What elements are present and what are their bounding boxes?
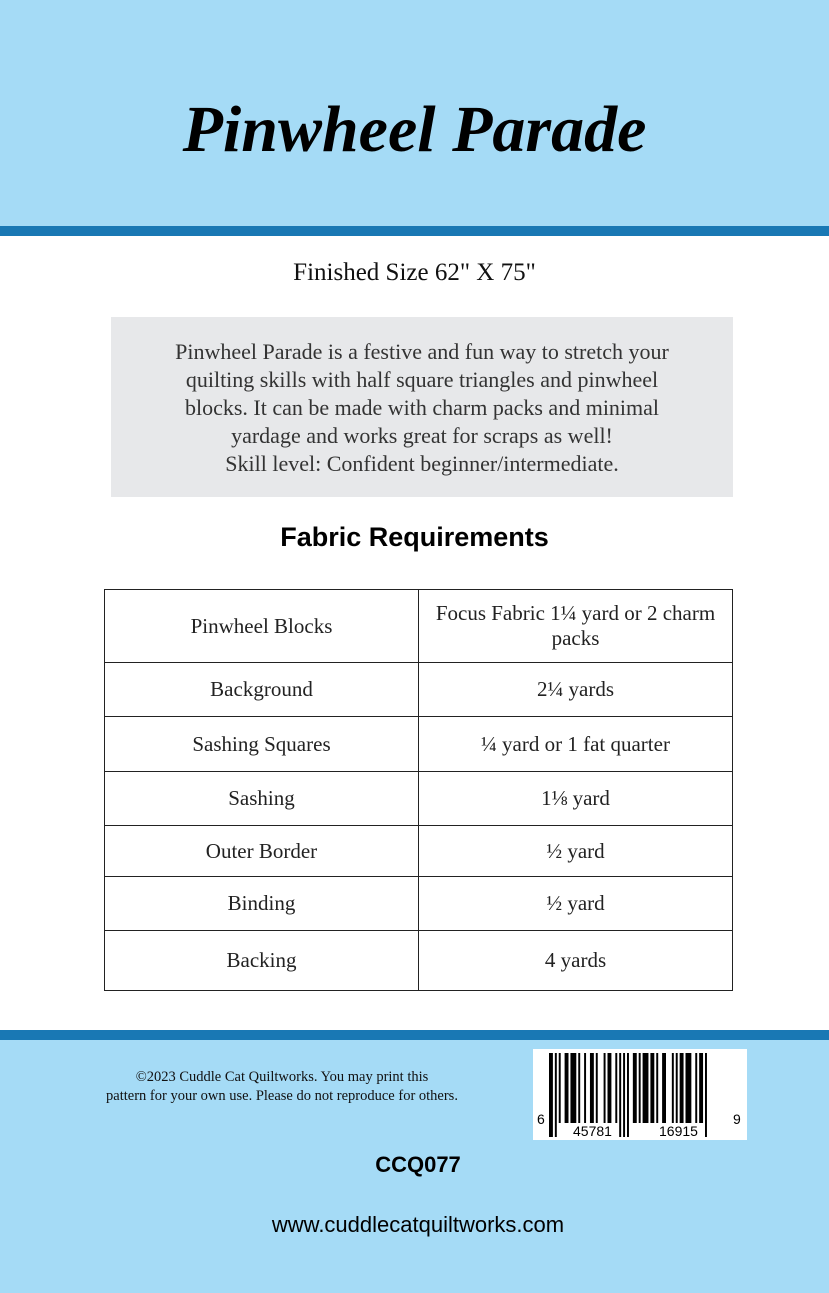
- description-line: quilting skills with half square triangles and pinwheel: [185, 367, 659, 392]
- barcode-bar: [686, 1053, 692, 1123]
- table-row: [105, 663, 733, 717]
- barcode-bar: [662, 1053, 666, 1123]
- fabric-amount-cell: ½ yard: [419, 826, 733, 877]
- barcode-bar: [578, 1053, 580, 1123]
- barcode-bar: [656, 1053, 658, 1123]
- fabric-item-cell: Outer Border: [105, 826, 419, 877]
- barcode-digit: 16915: [659, 1123, 698, 1139]
- fabric-requirements-table: [104, 589, 733, 991]
- description-text: [111, 338, 733, 478]
- fabric-amount-cell: 4 yards: [419, 931, 733, 991]
- barcode-bar: [615, 1053, 617, 1123]
- description-box: [111, 317, 733, 497]
- fabric-amount-cell: 2¼ yards: [419, 663, 733, 717]
- footer-divider-band: [0, 1030, 829, 1040]
- barcode-digit: 45781: [573, 1123, 612, 1139]
- fabric-requirements-heading: Fabric Requirements: [280, 522, 549, 552]
- barcode-bar: [555, 1053, 557, 1137]
- barcode-digit: 6: [537, 1111, 545, 1127]
- table-row: [105, 826, 733, 877]
- header-divider-band: [0, 226, 829, 236]
- barcode-digit: 9: [733, 1111, 741, 1127]
- barcode-bar: [676, 1053, 678, 1123]
- table-row: [105, 931, 733, 991]
- fabric-item-cell: Backing: [105, 931, 419, 991]
- barcode-bar: [623, 1053, 625, 1137]
- website-url: www.cuddlecatquiltworks.com: [271, 1212, 565, 1237]
- barcode-bar: [680, 1053, 684, 1123]
- fabric-amount-cell: ½ yard: [419, 877, 733, 931]
- barcode-bar: [639, 1053, 641, 1123]
- fabric-amount-cell: 1⅛ yard: [419, 772, 733, 826]
- barcode-bar: [627, 1053, 629, 1137]
- barcode-bar: [619, 1053, 621, 1137]
- header-banner: [0, 0, 829, 226]
- description-line: blocks. It can be made with charm packs and minimal: [184, 395, 660, 420]
- barcode-bar: [565, 1053, 569, 1123]
- barcode-bar: [695, 1053, 697, 1123]
- barcode-bar: [705, 1053, 707, 1137]
- fabric-item-cell: Background: [105, 663, 419, 717]
- barcode-bar: [699, 1053, 703, 1123]
- barcode-bar: [584, 1053, 586, 1123]
- fabric-item-cell: Sashing Squares: [105, 717, 419, 772]
- finished-size: Finished Size 62" X 75": [293, 259, 536, 286]
- page-title: Pinwheel Parade: [182, 93, 647, 166]
- description-line: yardage and works great for scraps as well!: [231, 423, 613, 448]
- barcode-bar: [633, 1053, 637, 1123]
- fabric-amount-cell: ¼ yard or 1 fat quarter: [419, 717, 733, 772]
- barcode-bar: [549, 1053, 553, 1137]
- description-line: Pinwheel Parade is a festive and fun way to stretch your: [175, 339, 669, 364]
- barcode-bar: [590, 1053, 594, 1123]
- table-row: [105, 590, 733, 663]
- fabric-amount-cell: Focus Fabric 1¼ yard or 2 charm packs: [419, 590, 733, 663]
- barcode-bar: [608, 1053, 612, 1123]
- fabric-item-cell: Binding: [105, 877, 419, 931]
- barcode: [533, 1049, 747, 1140]
- table-row: [105, 877, 733, 931]
- table-row: [105, 772, 733, 826]
- table-row: [105, 717, 733, 772]
- barcode-bars: [533, 1049, 747, 1140]
- copyright-line: pattern for your own use. Please do not reproduce for others.: [106, 1088, 458, 1104]
- fabric-item-cell: Pinwheel Blocks: [105, 590, 419, 663]
- copyright-line: ©2023 Cuddle Cat Quiltworks. You may print this: [135, 1069, 429, 1085]
- copyright-notice: [92, 1068, 472, 1106]
- barcode-bar: [596, 1053, 598, 1123]
- fabric-item-cell: Sashing: [105, 772, 419, 826]
- barcode-bar: [672, 1053, 674, 1123]
- barcode-bar: [643, 1053, 649, 1123]
- product-code: CCQ077: [375, 1152, 461, 1177]
- description-line: Skill level: Confident beginner/intermediate.: [225, 451, 619, 476]
- barcode-bar: [650, 1053, 654, 1123]
- barcode-bar: [604, 1053, 606, 1123]
- barcode-bar: [570, 1053, 576, 1123]
- barcode-bar: [559, 1053, 561, 1123]
